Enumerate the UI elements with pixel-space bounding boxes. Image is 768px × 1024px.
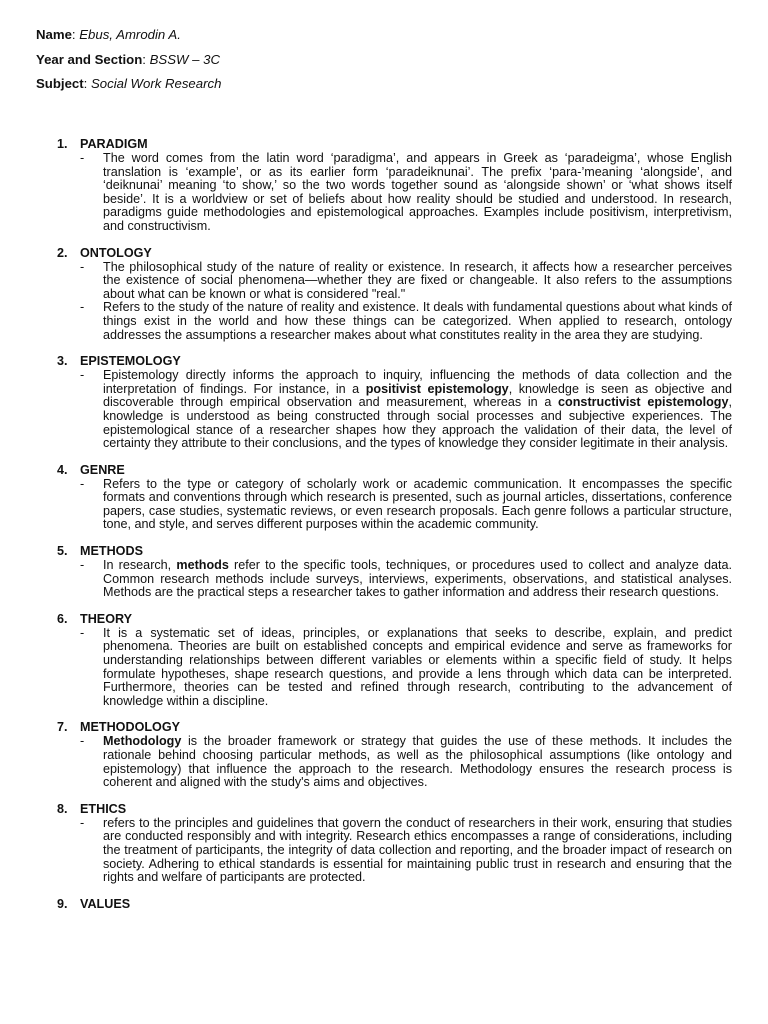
document-header bbox=[36, 27, 221, 101]
section-number: 1. bbox=[57, 137, 68, 151]
bullet-item bbox=[57, 735, 732, 789]
text-run: refers to the principles and guidelines that govern the conduct of researchers in their work, ensuring that studies are conducted responsibly and with integrity. Research ethics encompasses a range of considerations, including the treatment of participants, the integrity of data collection and reporting, and the broader impact of research on society. Adhering to ethical standards is essential for maintaining public trust in research and ensuring that the rights and welfare of participants are protected. bbox=[103, 815, 732, 885]
year-section-value: BSSW – 3C bbox=[149, 51, 220, 67]
section-title bbox=[57, 137, 732, 152]
bullet-text bbox=[103, 735, 732, 789]
section-number: 4. bbox=[57, 462, 68, 477]
section-6 bbox=[57, 612, 732, 709]
bold-term: constructivist epistemology bbox=[558, 395, 729, 410]
section-4 bbox=[57, 463, 732, 532]
year-section-line: Year and Section: BSSW – 3C bbox=[36, 51, 220, 67]
bullet-item bbox=[57, 478, 732, 532]
dash-marker: - bbox=[80, 151, 85, 165]
dash-marker: - bbox=[80, 259, 85, 274]
bold-term: Methodology bbox=[103, 734, 182, 749]
section-heading: PARADIGM bbox=[80, 137, 148, 151]
bullet-text bbox=[103, 261, 732, 302]
section-number: 6. bbox=[57, 611, 68, 626]
section-1 bbox=[57, 137, 732, 234]
section-heading: GENRE bbox=[80, 462, 125, 477]
section-number: 8. bbox=[57, 801, 68, 816]
name-value: Ebus, Amrodin A. bbox=[79, 27, 181, 42]
section-number: 3. bbox=[57, 354, 68, 369]
bullet-text bbox=[103, 627, 732, 709]
text-run: In research, bbox=[103, 558, 177, 573]
dash-marker: - bbox=[80, 815, 85, 830]
bullet-item bbox=[57, 369, 732, 451]
section-title bbox=[57, 897, 732, 912]
text-run: The word comes from the latin word ‘paradigma’, and appears in Greek as ‘paradeigma’, whose English translation is ‘example’, or as its earlier form ‘paradeiknunai’. The prefix ‘para-’meaning ‘alongside’, and ‘deiknunai’ meaning ‘to show,’ so the two words together sound as ‘alongside shown’ or ‘what shows itself beside’. It is a worldview or set of beliefs about how reality should be studied and understood. In research, paradigms guide methodologies and epistemological approaches. Examples include positivism, interpretivism, and constructivism. bbox=[103, 151, 732, 233]
section-heading: ONTOLOGY bbox=[80, 245, 152, 260]
bullet-item bbox=[57, 817, 732, 885]
subject-label: Subject bbox=[36, 76, 84, 91]
text-run: , knowledge is seen as objective and discoverable through empirical observation and measurement, whereas in a bbox=[103, 381, 732, 410]
bullet-text bbox=[103, 369, 732, 451]
section-heading: VALUES bbox=[80, 896, 131, 911]
section-title bbox=[57, 720, 732, 735]
section-heading: ETHICS bbox=[80, 801, 127, 816]
section-9 bbox=[57, 897, 732, 912]
section-heading: EPISTEMOLOGY bbox=[80, 354, 181, 369]
section-number: 9. bbox=[57, 896, 68, 911]
section-heading: THEORY bbox=[80, 611, 133, 626]
section-3 bbox=[57, 354, 732, 451]
bullet-item bbox=[57, 261, 732, 302]
dash-marker: - bbox=[80, 476, 85, 491]
subject-value: Social Work Research bbox=[90, 76, 222, 91]
dash-marker: - bbox=[80, 368, 85, 383]
bullet-text bbox=[103, 478, 732, 532]
year-section-label: Year and Section bbox=[36, 51, 143, 67]
section-2 bbox=[57, 246, 732, 343]
name-line: Name: Ebus, Amrodin A. bbox=[36, 27, 181, 42]
bullet-text bbox=[103, 301, 732, 342]
name-label: Name bbox=[36, 27, 72, 42]
definitions-list bbox=[57, 137, 732, 924]
section-heading: METHODS bbox=[80, 544, 143, 559]
dash-marker: - bbox=[80, 558, 85, 573]
text-run: refer to the specific tools, techniques, or procedures used to collect and analyze data. Common research methods include surveys, interviews, experiments, observations, and statistical analyses. Methods are the practical steps a researcher takes to gather information and address their research questions. bbox=[103, 558, 732, 600]
bullet-item bbox=[57, 301, 732, 342]
section-number: 2. bbox=[57, 245, 68, 260]
text-run: It is a systematic set of ideas, principles, or explanations that seeks to describe, explain, and predict phenomena. Theories are built on established concepts and empirical evidence and serve as frameworks for understanding relationships between different variables or elements within a specific field of study. It helps formulate hypotheses, shape research questions, and provide a lens through which data can be interpreted. Furthermore, theories can be tested and refined through research, contributing to the advancement of knowledge within a discipline. bbox=[103, 625, 732, 708]
dash-marker: - bbox=[80, 625, 85, 640]
bullet-text bbox=[103, 559, 732, 600]
text-run: The philosophical study of the nature of reality or existence. In research, it affects how a researcher perceives the existence of social phenomena—whether they are fixed or changeable. It also refers to the assumptions about what can be known or what is considered "real." bbox=[103, 259, 732, 301]
section-8 bbox=[57, 802, 732, 885]
section-title bbox=[57, 802, 732, 817]
text-run: is the broader framework or strategy that guides the use of these methods. It includes the rationale behind choosing particular methods, as well as the philosophical assumptions (like ontology and epistemology) that influence the approach to the research. Methodology ensures the research process is coherent and aligned with the study's aims and objectives. bbox=[103, 734, 732, 790]
bullet-item bbox=[57, 627, 732, 709]
bold-term: positivist epistemology bbox=[365, 381, 509, 396]
section-title bbox=[57, 544, 732, 559]
bold-term: methods bbox=[176, 558, 229, 573]
section-number: 7. bbox=[57, 720, 68, 735]
section-heading: METHODOLOGY bbox=[80, 720, 181, 735]
text-run: , knowledge is understood as being constructed through social processes and subjective experiences. The epistemological stance of a researcher shapes how they approach the validation of their data, the level of certainty they attribute to their conclusions, and the types of knowledge they consider legitimate in their analysis. bbox=[103, 395, 732, 451]
text-run: Refers to the study of the nature of reality and existence. It deals with fundamental questions about what kinds of things exist in the world and how these things can be categorized. When applied to research, ontology addresses the assumptions a researcher makes about what constitutes reality in the area they are studying. bbox=[103, 300, 732, 342]
bullet-text bbox=[103, 817, 732, 885]
subject-line: Subject: Social Work Research bbox=[36, 76, 222, 91]
section-5 bbox=[57, 544, 732, 600]
text-run: Epistemology directly informs the approach to inquiry, influencing the methods of data collection and the interpretation of findings. For instance, in a bbox=[103, 368, 732, 396]
bullet-item bbox=[57, 559, 732, 600]
section-title bbox=[57, 463, 732, 478]
bullet-text bbox=[103, 152, 732, 234]
bullet-item bbox=[57, 152, 732, 234]
section-7 bbox=[57, 720, 732, 789]
dash-marker: - bbox=[80, 300, 85, 315]
text-run: Refers to the type or category of scholarly work or academic communication. It encompasses the specific formats and conventions through which research is presented, such as journal articles, dissertations, conference papers, case studies, systematic reviews, or even research proposals. Each genre follows a particular structure, tone, and style, and serves different purposes within the academic community. bbox=[103, 476, 732, 532]
dash-marker: - bbox=[80, 734, 85, 749]
section-title bbox=[57, 612, 732, 627]
section-number: 5. bbox=[57, 544, 68, 559]
section-title bbox=[57, 354, 732, 369]
section-title bbox=[57, 246, 732, 261]
